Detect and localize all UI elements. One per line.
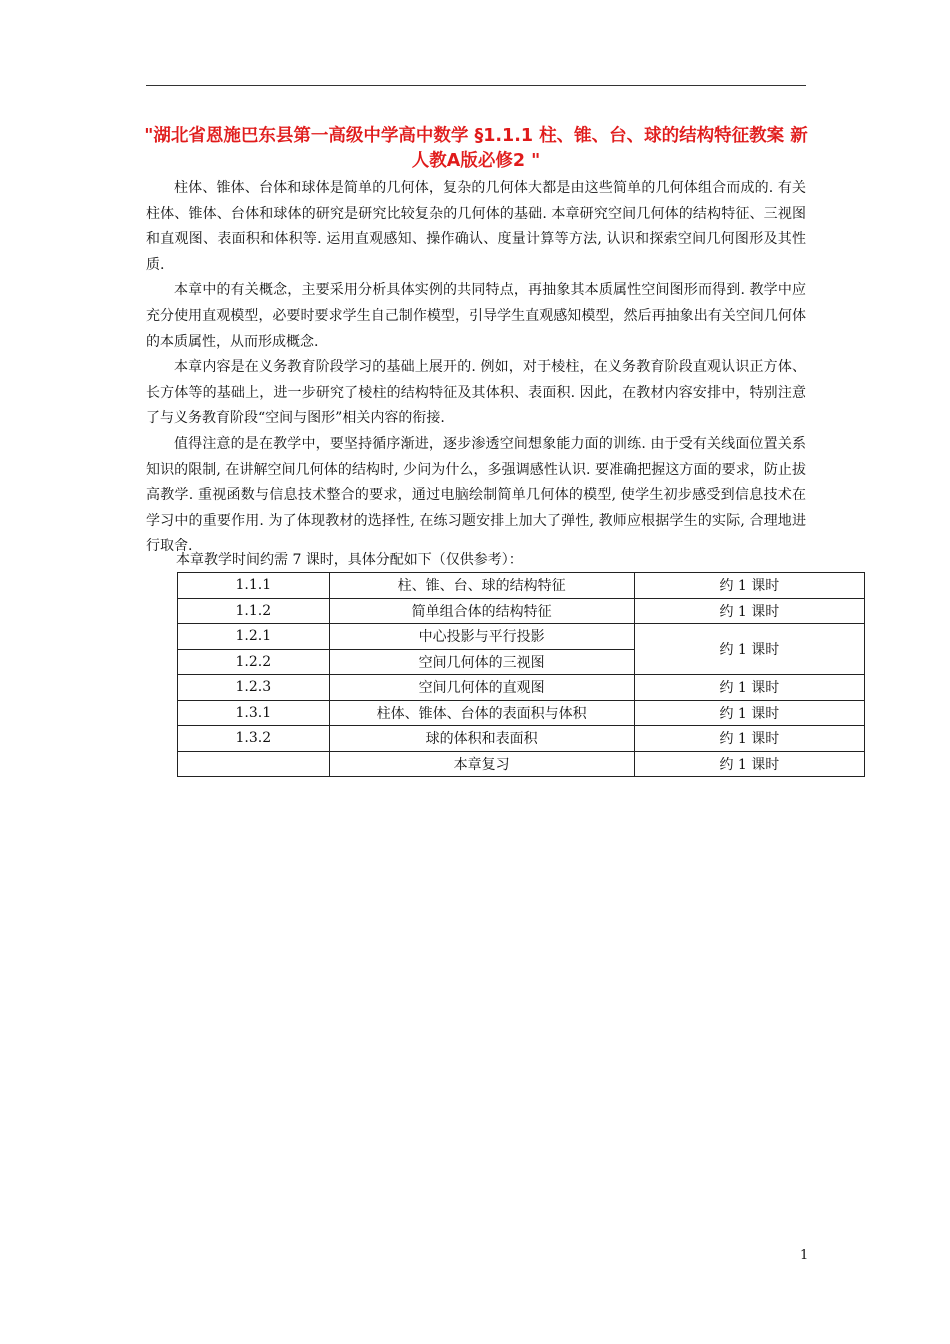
body-text	[146, 176, 806, 560]
table-intro: 本章教学时间约需 7 课时，具体分配如下（仅供参考）：	[176, 552, 523, 568]
paragraph-2: 本章中的有关概念，主要采用分析具体实例的共同特点，再抽象其本质属性空间图形而得到. 教学中应充分使用直观模型，必要时要求学生自己制作模型，引导学生直观感知模型，然后再抽象出有关空间几何体的本质属性，从而形成概念.	[146, 282, 806, 350]
topic-cell: 柱体、锥体、台体的表面积与体积	[329, 700, 634, 726]
time-cell: 约 1 课时	[634, 598, 864, 624]
topic-cell: 空间几何体的直观图	[329, 675, 634, 701]
header-rule	[146, 85, 806, 86]
section-cell: 1.2.2	[178, 649, 330, 675]
page-number: 1	[800, 1248, 809, 1263]
time-cell: 约 1 课时	[634, 624, 864, 675]
time-cell: 约 1 课时	[634, 675, 864, 701]
table-row	[178, 624, 865, 650]
section-cell	[178, 751, 330, 777]
topic-cell: 球的体积和表面积	[329, 726, 634, 752]
table-row	[178, 700, 865, 726]
paragraph-1: 柱体、锥体、台体和球体是简单的几何体，复杂的几何体大都是由这些简单的几何体组合而成的. 有关柱体、锥体、台体和球体的研究是研究比较复杂的几何体的基础. 本章研究空间几何体的结构特征、三视图和直观图、表面积和体积等. 运用直观感知、操作确认、度量计算等方法, 认识和探索空间几何图形及其性质.	[146, 180, 806, 273]
topic-cell: 本章复习	[329, 751, 634, 777]
topic-cell: 空间几何体的三视图	[329, 649, 634, 675]
section-cell: 1.3.1	[178, 700, 330, 726]
table-row	[178, 598, 865, 624]
topic-cell: 简单组合体的结构特征	[329, 598, 634, 624]
table-row	[178, 726, 865, 752]
paragraph-4: 值得注意的是在教学中，要坚持循序渐进，逐步渗透空间想象能力面的训练. 由于受有关线面位置关系知识的限制, 在讲解空间几何体的结构时, 少问为什么，多强调感性认识. 要准确把握这方面的要求，防止拔高教学. 重视函数与信息技术整合的要求，通过电脑绘制简单几何体的模型, 使学生初步感受到信息技术在学习中的重要作用. 为了体现教材的选择性, 在练习题安排上加大了弹性, 教师应根据学生的实际, 合理地进行取舍.	[146, 435, 806, 555]
time-cell: 约 1 课时	[634, 573, 864, 599]
topic-cell: 柱、锥、台、球的结构特征	[329, 573, 634, 599]
section-cell: 1.2.3	[178, 675, 330, 701]
document-title: "湖北省恩施巴东县第一高级中学高中数学 §1.1.1 柱、锥、台、球的结构特征教案 新人教A版必修2 "	[144, 126, 808, 171]
section-cell: 1.1.1	[178, 573, 330, 599]
topic-cell: 中心投影与平行投影	[329, 624, 634, 650]
time-cell: 约 1 课时	[634, 700, 864, 726]
section-cell: 1.3.2	[178, 726, 330, 752]
time-cell: 约 1 课时	[634, 751, 864, 777]
time-cell: 约 1 课时	[634, 726, 864, 752]
section-cell: 1.1.2	[178, 598, 330, 624]
section-cell: 1.2.1	[178, 624, 330, 650]
table-row	[178, 573, 865, 599]
paragraph-3: 本章内容是在义务教育阶段学习的基础上展开的. 例如，对于棱柱，在义务教育阶段直观认识正方体、长方体等的基础上，进一步研究了棱柱的结构特征及其体积、表面积. 因此，在教材内容安排中，特别注意了与义务教育阶段“空间与图形”相关内容的衔接.	[146, 359, 806, 427]
table-row	[178, 675, 865, 701]
table-row	[178, 751, 865, 777]
schedule-table	[177, 572, 865, 777]
